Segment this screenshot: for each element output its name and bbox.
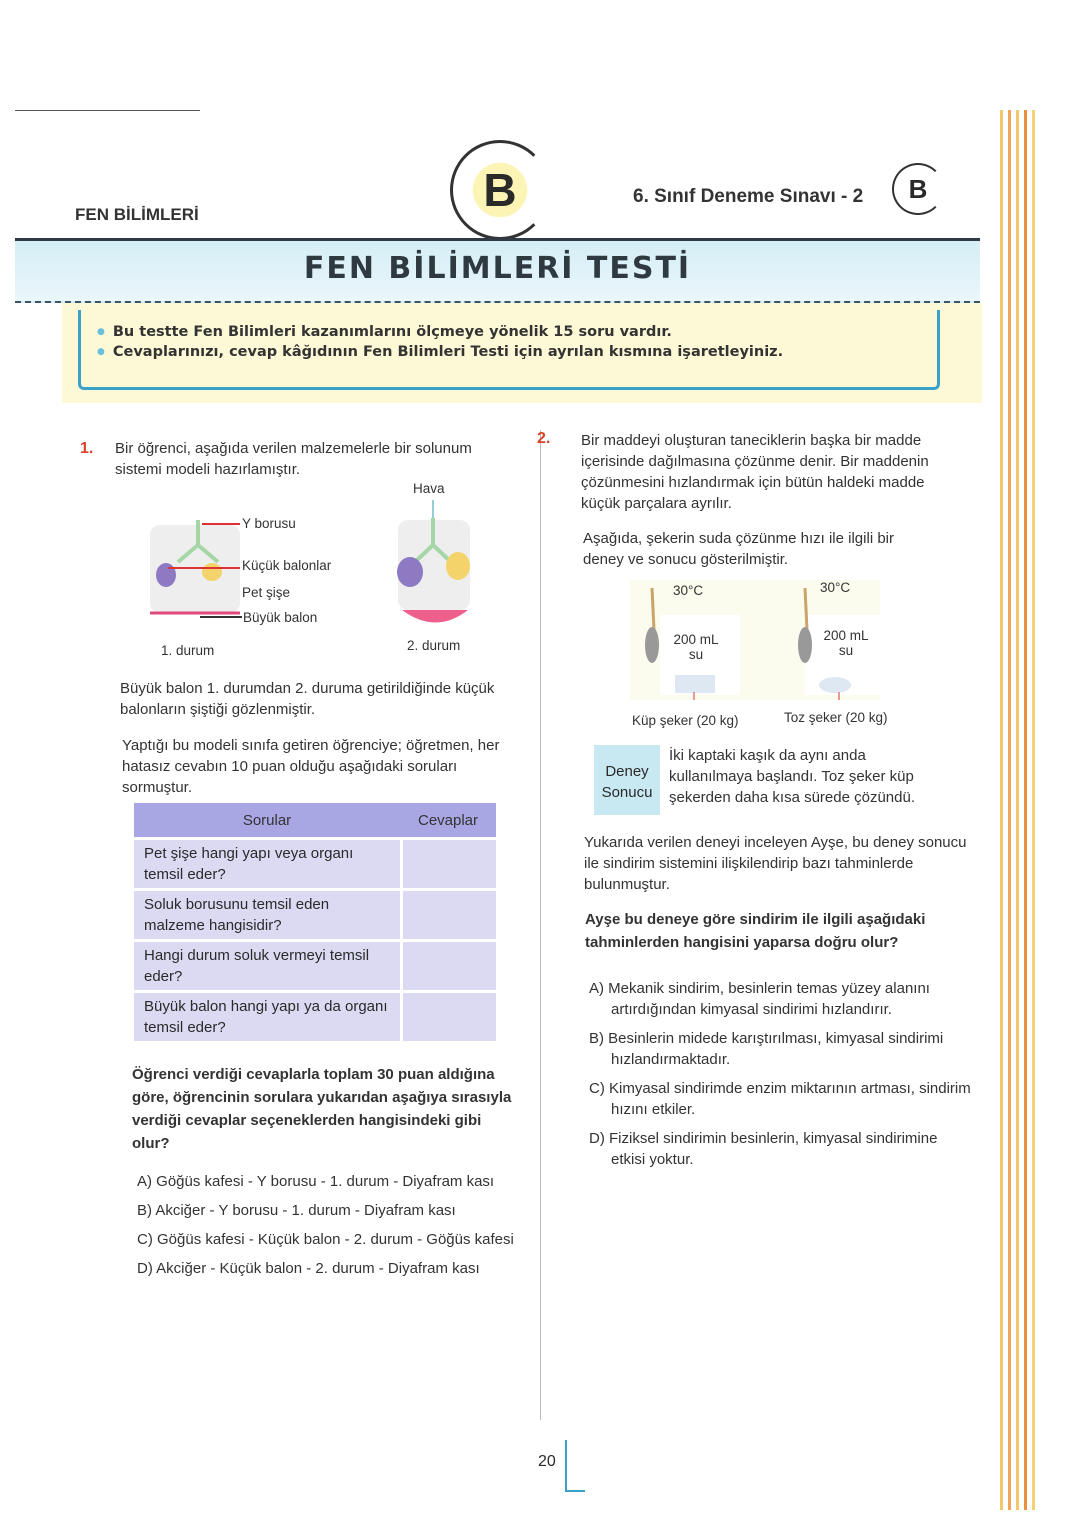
- water-label-1: 200 mL su: [673, 632, 719, 662]
- table-question: Hangi durum soluk vermeyi temsil eder?: [134, 942, 400, 990]
- exam-title: 6. Sınıf Deneme Sınavı - 2: [633, 186, 864, 207]
- info-item: ● Cevaplarınızı, cevap kâğıdının Fen Bilimleri Testi için ayrılan kısmına işaretleyiniz.: [97, 344, 921, 360]
- top-rule: [15, 110, 200, 111]
- option-d[interactable]: D) Fiziksel sindirimin besinlerin, kimyasal sindirimine etkisi yoktur.: [589, 1130, 938, 1168]
- info-box: [78, 310, 940, 390]
- page-number-bracket: [565, 1440, 585, 1492]
- label-durum-2: 2. durum: [407, 638, 461, 653]
- question-1-teacher: Yaptığı bu modeli sınıfa getiren öğrenciye; öğretmen, her hatasız cevabın 10 puan olduğu aşağıdaki soruları sormuştur.: [122, 737, 500, 796]
- option-c[interactable]: C) Göğüs kafesi - Küçük balon - 2. durum - Göğüs kafesi: [137, 1231, 514, 1248]
- question-2-number: 2.: [537, 430, 551, 447]
- title-band: [15, 241, 980, 303]
- label-kucuk-balonlar: Küçük balonlar: [242, 558, 332, 573]
- table-row: [134, 840, 496, 888]
- answer-cell: [400, 840, 496, 888]
- experiment-result: İki kaptaki kaşık da aynı anda kullanılmaya başlandı. Toz şeker küp şekerden daha kısa sürede çözündü.: [669, 747, 915, 806]
- table-row: [134, 891, 496, 939]
- column-divider: [540, 430, 541, 1420]
- answer-cell: [400, 891, 496, 939]
- label-durum-1: 1. durum: [161, 643, 215, 658]
- option-b[interactable]: B) Besinlerin midede karıştırılması, kimyasal sindirimi hızlandırmaktadır.: [589, 1030, 944, 1068]
- option-c[interactable]: C) Kimyasal sindirimde enzim miktarının artması, sindirim hızını etkiler.: [589, 1080, 971, 1118]
- option-a[interactable]: A) Mekanik sindirim, besinlerin temas yüzey alanını artırdığından kimyasal sindirimi hızlandırır.: [589, 980, 930, 1018]
- table-row: [134, 942, 496, 990]
- table-header-sorular: Sorular: [134, 803, 400, 837]
- temp-label-2: 30°C: [820, 580, 851, 595]
- table-header-cevaplar: Cevaplar: [400, 803, 496, 837]
- label-buyuk-balon: Büyük balon: [243, 610, 318, 625]
- option-d[interactable]: D) Akciğer - Küçük balon - 2. durum - Diyafram kası: [137, 1260, 480, 1277]
- question-2-stem: Ayşe bu deneye göre sindirim ile ilgili aşağıdaki tahminlerden hangisini yaparsa doğru olur?: [585, 911, 926, 951]
- question-2-context: Yukarıda verilen deneyi inceleyen Ayşe, bu deney sonucu ile sindirim sistemini ilişkilendirip bazı tahminlerde bulunmuştur.: [584, 834, 967, 893]
- question-2-options: [589, 970, 974, 1178]
- label-pet-sise: Pet şişe: [242, 585, 291, 600]
- water-label-2: 200 mL su: [823, 628, 869, 658]
- option-b[interactable]: B) Akciğer - Y borusu - 1. durum - Diyafram kası: [137, 1202, 456, 1219]
- table-row: [134, 993, 496, 1041]
- label-hava: Hava: [413, 481, 445, 496]
- page-number: 20: [538, 1453, 556, 1470]
- question-2-intro: Bir maddeyi oluşturan taneciklerin başka bir madde içerisinde dağılmasına çözünme denir. Bir maddenin çözünmesini hızlandırmak için bütün haldeki madde küçük parçalara ayrılır.: [581, 432, 929, 512]
- sugar-label-1: Küp şeker (20 kg): [632, 713, 739, 728]
- subject-label: FEN BİLİMLERİ: [75, 205, 199, 224]
- question-2-intro2: Aşağıda, şekerin suda çözünme hızı ile ilgili bir deney ve sonucu gösterilmiştir.: [583, 530, 894, 568]
- table-question: Büyük balon hangi yapı ya da organı temsil eder?: [134, 993, 400, 1041]
- deney-sonucu-label: Deney Sonucu: [594, 745, 660, 815]
- sugar-label-2: Toz şeker (20 kg): [784, 710, 888, 725]
- question-1-stem: Öğrenci verdiği cevaplarla toplam 30 puan aldığına göre, öğrencinin sorulara yukarıdan aşağıya sırasıyla verdiği cevaplar seçeneklerden hangisindeki gibi olur?: [132, 1066, 512, 1152]
- answer-cell: [400, 993, 496, 1041]
- info-item: ● Bu testte Fen Bilimleri kazanımlarını ölçmeye yönelik 15 soru vardır.: [97, 324, 921, 340]
- questions-table: [134, 800, 496, 1044]
- question-1-intro: Bir öğrenci, aşağıda verilen malzemelerle bir solunum sistemi modeli hazırlamıştır.: [115, 440, 472, 478]
- question-1-observation: Büyük balon 1. durumdan 2. duruma getirildiğinde küçük balonların şiştiği gözlenmiştir.: [120, 680, 495, 718]
- question-1-number: 1.: [80, 440, 94, 457]
- edge-stripes: [1000, 110, 1048, 1510]
- option-a[interactable]: A) Göğüs kafesi - Y borusu - 1. durum - Diyafram kası: [137, 1173, 495, 1190]
- table-question: Soluk borusunu temsil eden malzeme hangisidir?: [134, 891, 400, 939]
- booklet-b-logo: B: [450, 140, 550, 240]
- question-1-options: [137, 1163, 522, 1287]
- temp-label-1: 30°C: [673, 583, 704, 598]
- booklet-b-icon: B: [892, 163, 944, 215]
- table-question: Pet şişe hangi yapı veya organı temsil eder?: [134, 840, 400, 888]
- answer-cell: [400, 942, 496, 990]
- label-y-borusu: Y borusu: [242, 516, 296, 531]
- test-title: FEN BİLİMLERİ TESTİ: [303, 251, 692, 286]
